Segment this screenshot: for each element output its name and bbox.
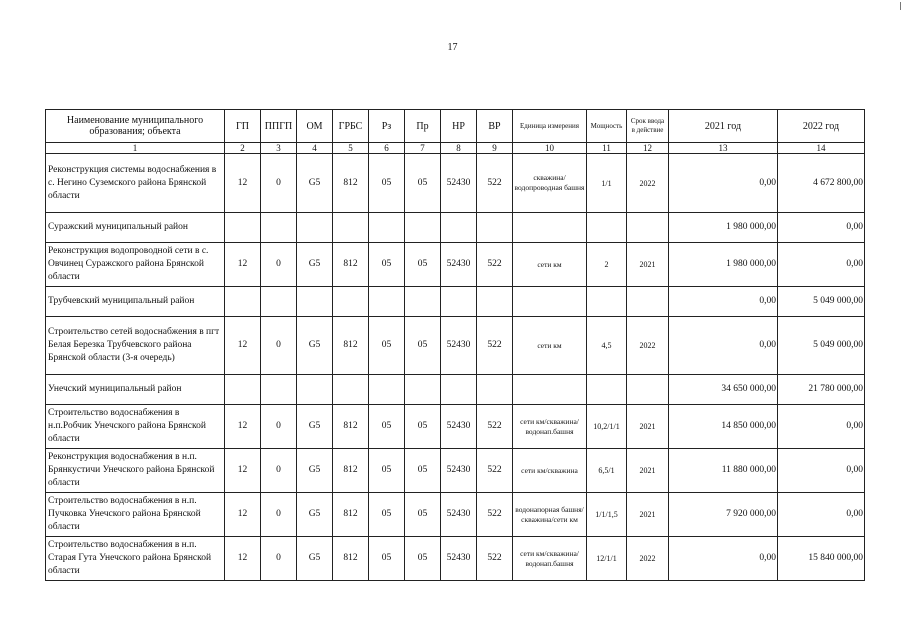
- cell-ppgp: [261, 287, 297, 317]
- cell-2022: 4 672 800,00: [778, 154, 865, 213]
- cell-2021: 0,00: [669, 537, 778, 581]
- header-2022: 2022 год: [778, 110, 865, 143]
- budget-table: [45, 109, 865, 581]
- cell-gp: 12: [225, 243, 261, 287]
- object-row: [46, 449, 865, 493]
- cell-2021: 14 850 000,00: [669, 405, 778, 449]
- cell-vr: 522: [477, 449, 513, 493]
- cell-power: 12/1/1: [587, 537, 627, 581]
- cell-gp: [225, 287, 261, 317]
- cell-2022: 0,00: [778, 405, 865, 449]
- column-number: 6: [369, 143, 405, 154]
- cell-vr: 522: [477, 317, 513, 375]
- cell-ppgp: 0: [261, 493, 297, 537]
- cell-ppgp: 0: [261, 243, 297, 287]
- cell-gp: 12: [225, 154, 261, 213]
- cell-pr: 05: [405, 154, 441, 213]
- cell-nr: 52430: [441, 154, 477, 213]
- cell-name: Реконструкция системы водоснабжения в с. Негино Суземского района Брянской области: [46, 154, 225, 213]
- cell-om: G5: [297, 449, 333, 493]
- cell-power: [587, 213, 627, 243]
- cell-gp: 12: [225, 405, 261, 449]
- header-nr: НР: [441, 110, 477, 143]
- cell-power: 10,2/1/1: [587, 405, 627, 449]
- cell-nr: 52430: [441, 243, 477, 287]
- cell-grbs: 812: [333, 405, 369, 449]
- object-row: [46, 405, 865, 449]
- cell-unit: сети км/скважина/водонап.башня: [513, 405, 587, 449]
- cell-pr: 05: [405, 537, 441, 581]
- cell-2021: 1 980 000,00: [669, 213, 778, 243]
- cell-power: 6,5/1: [587, 449, 627, 493]
- cell-rz: 05: [369, 449, 405, 493]
- cell-unit: скважина/водопроводная башня: [513, 154, 587, 213]
- cell-gp: 12: [225, 493, 261, 537]
- cell-unit: сети км/скважина/водонап.башня: [513, 537, 587, 581]
- cell-rz: 05: [369, 493, 405, 537]
- cell-pr: 05: [405, 405, 441, 449]
- cell-grbs: [333, 375, 369, 405]
- column-number: 4: [297, 143, 333, 154]
- cell-om: G5: [297, 405, 333, 449]
- cell-pr: [405, 375, 441, 405]
- cell-pr: 05: [405, 493, 441, 537]
- cell-unit: водонапорная башня/скважина/сети км: [513, 493, 587, 537]
- cell-nr: [441, 213, 477, 243]
- cell-unit: сети км/скважина: [513, 449, 587, 493]
- cell-2022: 0,00: [778, 493, 865, 537]
- object-row: [46, 537, 865, 581]
- cell-power: 2: [587, 243, 627, 287]
- cell-term: 2022: [627, 537, 669, 581]
- district-row: [46, 213, 865, 243]
- header-vr: ВР: [477, 110, 513, 143]
- column-number: 2: [225, 143, 261, 154]
- cell-om: [297, 213, 333, 243]
- cell-vr: 522: [477, 405, 513, 449]
- cell-term: 2021: [627, 243, 669, 287]
- object-row: [46, 154, 865, 213]
- cell-rz: 05: [369, 405, 405, 449]
- cell-om: G5: [297, 493, 333, 537]
- cell-gp: [225, 213, 261, 243]
- cell-grbs: 812: [333, 317, 369, 375]
- column-number: 11: [587, 143, 627, 154]
- header-2021: 2021 год: [669, 110, 778, 143]
- cell-rz: 05: [369, 154, 405, 213]
- cell-nr: 52430: [441, 317, 477, 375]
- cell-nr: [441, 287, 477, 317]
- cell-om: [297, 375, 333, 405]
- table-body: [46, 154, 865, 581]
- cell-vr: 522: [477, 243, 513, 287]
- cell-2022: 15 840 000,00: [778, 537, 865, 581]
- header-gp: ГП: [225, 110, 261, 143]
- cell-gp: 12: [225, 449, 261, 493]
- column-number: 7: [405, 143, 441, 154]
- cell-grbs: 812: [333, 243, 369, 287]
- cell-rz: [369, 287, 405, 317]
- cell-unit: [513, 213, 587, 243]
- header-power: Мощность: [587, 110, 627, 143]
- cell-rz: 05: [369, 317, 405, 375]
- cell-ppgp: [261, 213, 297, 243]
- header-ppgp: ППГП: [261, 110, 297, 143]
- cell-om: G5: [297, 317, 333, 375]
- object-row: [46, 493, 865, 537]
- cell-name: Реконструкция водопроводной сети в с. Овчинец Суражского района Брянской области: [46, 243, 225, 287]
- cell-pr: [405, 287, 441, 317]
- cell-pr: 05: [405, 243, 441, 287]
- column-number: 1: [46, 143, 225, 154]
- cell-nr: 52430: [441, 537, 477, 581]
- cell-grbs: [333, 287, 369, 317]
- cell-name: Строительство водоснабжения в н.п.Робчик Унечского района Брянской области: [46, 405, 225, 449]
- cell-2021: 11 880 000,00: [669, 449, 778, 493]
- cell-term: 2022: [627, 317, 669, 375]
- header-term: Срок ввода в действие: [627, 110, 669, 143]
- cell-grbs: 812: [333, 493, 369, 537]
- cell-grbs: [333, 213, 369, 243]
- header-unit: Единица измерения: [513, 110, 587, 143]
- cell-nr: 52430: [441, 449, 477, 493]
- cell-ppgp: 0: [261, 154, 297, 213]
- column-number: 12: [627, 143, 669, 154]
- cell-term: [627, 287, 669, 317]
- cell-term: 2021: [627, 449, 669, 493]
- cell-name: Унечский муниципальный район: [46, 375, 225, 405]
- header-rz: Рз: [369, 110, 405, 143]
- header-row: [46, 110, 865, 143]
- cell-2021: 1 980 000,00: [669, 243, 778, 287]
- cell-term: [627, 375, 669, 405]
- cell-om: G5: [297, 154, 333, 213]
- column-number: 10: [513, 143, 587, 154]
- cell-nr: [441, 375, 477, 405]
- cell-power: 1/1: [587, 154, 627, 213]
- column-number: 3: [261, 143, 297, 154]
- cell-vr: 522: [477, 537, 513, 581]
- cell-power: [587, 287, 627, 317]
- cell-2022: 5 049 000,00: [778, 317, 865, 375]
- column-number-row: [46, 143, 865, 154]
- header-grbs: ГРБС: [333, 110, 369, 143]
- cell-ppgp: 0: [261, 537, 297, 581]
- cell-2021: 0,00: [669, 317, 778, 375]
- cell-2021: 34 650 000,00: [669, 375, 778, 405]
- cell-ppgp: 0: [261, 317, 297, 375]
- page-number: 17: [447, 42, 458, 53]
- cell-power: 4,5: [587, 317, 627, 375]
- cell-2022: 0,00: [778, 243, 865, 287]
- cell-vr: 522: [477, 154, 513, 213]
- column-number: 14: [778, 143, 865, 154]
- cell-vr: [477, 213, 513, 243]
- cell-rz: 05: [369, 537, 405, 581]
- cell-name: Строительство сетей водоснабжения в пгт Белая Березка Трубчевского района Брянской области (3-я очередь): [46, 317, 225, 375]
- cell-gp: 12: [225, 537, 261, 581]
- cell-om: [297, 287, 333, 317]
- cell-unit: сети км: [513, 317, 587, 375]
- header-om: ОМ: [297, 110, 333, 143]
- cell-name: Строительство водоснабжения в н.п. Старая Гута Унечского района Брянской области: [46, 537, 225, 581]
- cell-vr: [477, 375, 513, 405]
- cell-rz: [369, 375, 405, 405]
- column-number: 13: [669, 143, 778, 154]
- cell-rz: [369, 213, 405, 243]
- cell-2022: 5 049 000,00: [778, 287, 865, 317]
- cell-rz: 05: [369, 243, 405, 287]
- cell-name: Реконструкция водоснабжения в н.п. Брянкустичи Унечского района Брянской области: [46, 449, 225, 493]
- header-name: Наименование муниципального образования; объекта: [46, 110, 225, 143]
- cell-unit: [513, 287, 587, 317]
- cell-2021: 0,00: [669, 287, 778, 317]
- cell-grbs: 812: [333, 449, 369, 493]
- cell-vr: [477, 287, 513, 317]
- scan-mark: [900, 2, 901, 10]
- district-row: [46, 375, 865, 405]
- cell-unit: сети км: [513, 243, 587, 287]
- cell-ppgp: [261, 375, 297, 405]
- cell-term: 2022: [627, 154, 669, 213]
- cell-name: Трубчевский муниципальный район: [46, 287, 225, 317]
- column-number: 8: [441, 143, 477, 154]
- cell-power: 1/1/1,5: [587, 493, 627, 537]
- cell-term: 2021: [627, 405, 669, 449]
- cell-2021: 7 920 000,00: [669, 493, 778, 537]
- cell-unit: [513, 375, 587, 405]
- cell-om: G5: [297, 537, 333, 581]
- cell-pr: 05: [405, 449, 441, 493]
- cell-ppgp: 0: [261, 405, 297, 449]
- column-number: 5: [333, 143, 369, 154]
- header-pr: Пр: [405, 110, 441, 143]
- cell-name: Суражский муниципальный район: [46, 213, 225, 243]
- cell-2022: 0,00: [778, 449, 865, 493]
- cell-2021: 0,00: [669, 154, 778, 213]
- cell-gp: 12: [225, 317, 261, 375]
- cell-2022: 0,00: [778, 213, 865, 243]
- object-row: [46, 317, 865, 375]
- cell-2022: 21 780 000,00: [778, 375, 865, 405]
- district-row: [46, 287, 865, 317]
- cell-ppgp: 0: [261, 449, 297, 493]
- cell-power: [587, 375, 627, 405]
- cell-vr: 522: [477, 493, 513, 537]
- cell-grbs: 812: [333, 154, 369, 213]
- cell-grbs: 812: [333, 537, 369, 581]
- cell-om: G5: [297, 243, 333, 287]
- column-number: 9: [477, 143, 513, 154]
- cell-pr: [405, 213, 441, 243]
- cell-nr: 52430: [441, 405, 477, 449]
- cell-pr: 05: [405, 317, 441, 375]
- cell-term: [627, 213, 669, 243]
- cell-name: Строительство водоснабжения в н.п. Пучковка Унечского района Брянской области: [46, 493, 225, 537]
- cell-gp: [225, 375, 261, 405]
- cell-term: 2021: [627, 493, 669, 537]
- cell-nr: 52430: [441, 493, 477, 537]
- object-row: [46, 243, 865, 287]
